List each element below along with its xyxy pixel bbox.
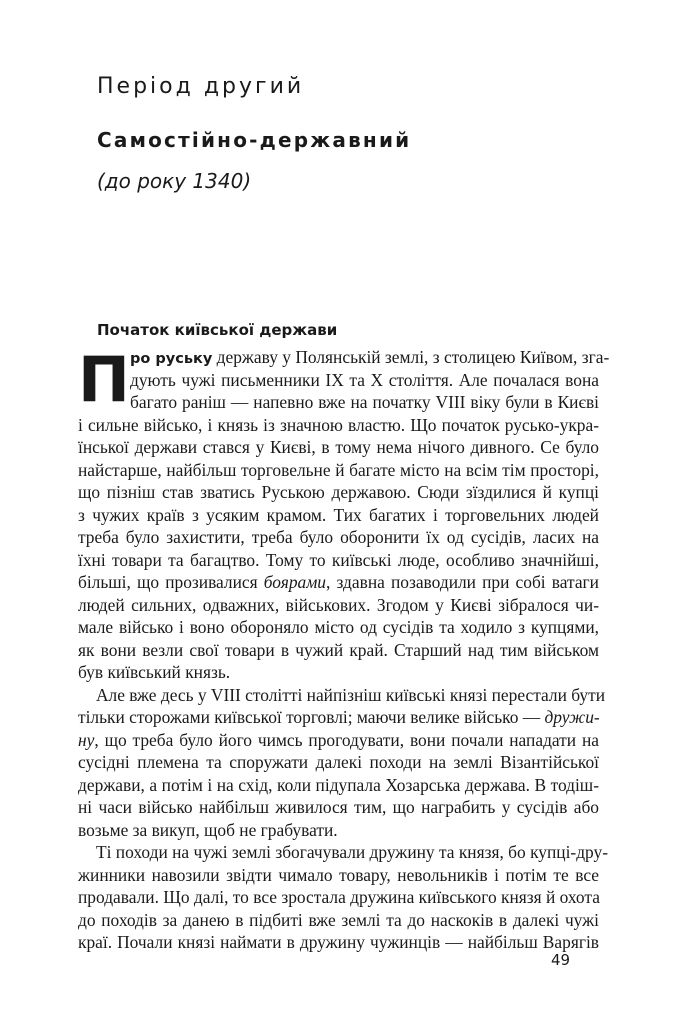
text-line: їхні товари та багацтво. Тому то київські люде, особливо значнійші,: [78, 549, 599, 570]
text-line: найстарше, найбільш торговельне й багате місто на всім тім просторі,: [78, 459, 599, 480]
date-range: (до року 1340): [97, 169, 252, 193]
text-line: багато раніш — напевно вже на початку VIII віку були в Києві: [130, 392, 599, 412]
page-number: 49: [551, 951, 571, 969]
text-line: сусідні племена та споружати далекі походи на землі Візантійської: [78, 752, 599, 772]
text-line: треба було захистити, треба було оборонити їх од сусідів, ласих на: [78, 527, 599, 547]
text-line: їнської держави стався у Києві, в тому нема нічого дивного. Се було: [78, 437, 599, 457]
text-line: Але вже десь у VIII столітті найпізніш київські князі перестали бути: [96, 684, 606, 705]
text-line: возьме за викуп, щоб не грабувати.: [78, 819, 338, 840]
italic-term: боярами: [263, 572, 327, 592]
drop-cap: П: [78, 343, 130, 416]
text-line: дують чужі письменники IX та X століття. Але почалася вона: [130, 369, 599, 390]
text-line: продавали. Що далі, то все зростала дружина київського князя й охота: [78, 887, 600, 907]
text-line: тільки сторожами київської торговлі; маючи велике військо — дружи-: [78, 707, 600, 727]
bold-lead: ро руську: [130, 351, 213, 367]
section-title: Самостійно-державний: [97, 128, 412, 152]
text-line: держави, а потім і на схід, коли підупала Хозарська держава. В тодіш-: [78, 774, 599, 795]
text-line: з чужих країв з усяким крамом. Тих багатих і торговельних людей: [78, 504, 599, 525]
text-line: більші, що прозивалися боярами, здавна позаводили при собі ватаги: [78, 572, 599, 592]
italic-term: дружи-: [544, 707, 600, 727]
body-text: [78, 343, 610, 954]
text-line: ро руську державу у Полянській землі, з столицею Київом, зга-: [130, 347, 610, 367]
text-line: жинники навозили звідти чимало товару, невольників і потім те все: [78, 864, 599, 885]
text-line: ні часи військо найбільш живилося тим, що награбить у сусідів або: [78, 797, 599, 817]
text-line: що пізніш став зватись Руською державою. Сюди зїздилися й купці: [78, 482, 599, 502]
text-line: краї. Почали князі наймати в дружину чужинців — найбільш Варягів: [78, 932, 599, 952]
text-line: як вони везли свої товари в чужий край. Старший над тим військом: [78, 639, 599, 660]
text-line: людей сильних, одважних, військових. Згодом у Києві зібралося чи-: [78, 594, 599, 615]
text-line: був київський князь.: [78, 662, 231, 682]
subheading: Початок київської держави: [97, 321, 338, 339]
italic-term: ну: [78, 729, 95, 750]
text-line: мале військо і воно обороняло місто од сусідів та ходило з купцями,: [78, 617, 599, 637]
period-title: Період другий: [97, 74, 305, 99]
text-line: і сильне військо, і князь із значною властю. Що початок русько-укра-: [78, 414, 599, 435]
text-line: Ті походи на чужі землі збогачували дружину та князя, бо купці-дру-: [96, 842, 609, 862]
text-line: ну, що треба було його чимсь прогодувати, вони почали нападати на: [78, 729, 599, 750]
text-line: до походів за данею в підбиті вже землі та до наскоків в далекі чужі: [78, 909, 599, 930]
